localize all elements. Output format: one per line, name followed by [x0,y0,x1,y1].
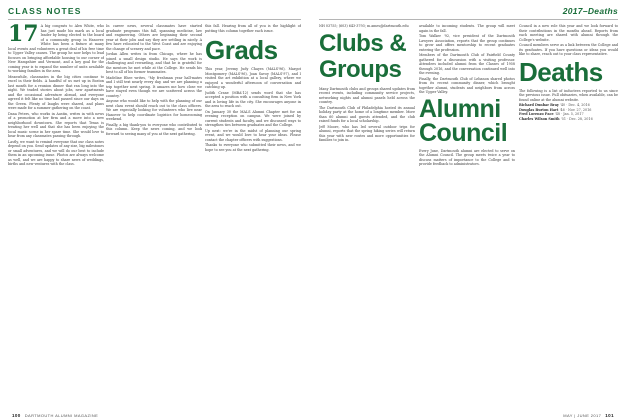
paragraph: Lastly, we want to remind everyone that our class notes depend on you. Send updates of any size, big milestones or small adventures, and we will do our best to include them in an upcoming issue. Photos are always welcome as well, and we are happy to share news of weddings, births and new ventures with the class. [8,139,104,166]
paragraph: Anyone who would like to help with the planning of our next class event should reach out to the class officers. We are especially looking for volunteers who live near Hanover to help coordinate logistics for homecoming weekend. [106,99,202,121]
section-heading-deaths: Deaths [519,56,603,87]
class-year-dropcap: 17 [8,24,39,47]
obituary-year: '48 · Jan. 5, 2017 [554,112,584,116]
paragraph: The Dartmouth Club of Philadelphia hosted its annual holiday party at the home of a longtime member. More than 60 alumni and guests attended, and the club raised funds for a local scholarship. [319,105,415,123]
section-title-class-years: 2017–Deaths [562,6,618,16]
paragraph: Every June, Dartmouth alumni are elected to serve on the Alumni Council. The group meets twice a year to discuss matters of importance to the College and to provide feedback to administrators. [419,148,515,166]
column-3 [205,24,301,406]
obituary-name: Douglas Burton Hart [519,107,559,112]
page-number-right: 101 [605,412,614,418]
paragraph: Council in a new role this year and we look forward to their contributions in the months ahead. Reports from each meeting are shared with alumni through the College's website. [519,24,618,42]
paragraph: Madeline Rhee writes, "My freshman year hall-mates and I still text nearly every day, and we are planning a trip together next spring. It amazes me how close we have stayed even though we are scattered across the country." [106,75,202,98]
obituary-year: '46 · Nov. 27, 2016 [559,107,592,112]
footer-right [470,410,618,420]
paragraph: The following is a list of inductees reported to us since the previous issue. Full obituaries, when available, can be found online at the alumni website. [519,88,618,102]
paragraph: Jeff Moore, who has led several outdoor trips for alumni, reports that the spring hiking series will return this year with new routes and more opportunities for families to join in. [319,124,415,142]
section-header-left [8,0,301,20]
paragraph: Jordan Allen writes in from Chicago, where he has joined a small design studio. He says the work is challenging and rewarding, and that he is grateful for the mentors he met while at the College. He sends his best to all of his former teammates. [106,52,202,74]
paragraph: Finally, the Dartmouth Club of Lebanon shared photos from its recent community dinner, which brought together alumni, students and neighbors from across the Upper Valley. [419,76,515,94]
section-header-right [319,0,618,20]
paragraph: available to incoming students. The group will meet again in the fall. [419,24,515,33]
section-heading-grads: Grads [205,35,278,65]
footer-left [8,410,98,420]
column-2 [106,24,202,406]
paragraph: A big congrats to Alex White, who has just made his mark as a local leader by being elected to the board of a community group in Hanover. White has been a fixture at many local events and volunteers a great deal of his free time to Upper Valley causes. The group he now helps to lead focuses on bringing affordable housing to our corner of New Hampshire and Vermont, and a key goal for the coming year is to expand the number of units available to working families in the area. [8,24,104,73]
paragraph: this fall. Hearing from all of you is the highlight of putting this column together each issue. [205,24,301,33]
paragraph: Members of the Dartmouth Club of Fairfield County gathered for a discussion with a visiting professor. Attendees included alumni from the Classes of 1958 through 2016, and the conversation continued well into the evening. [419,53,515,75]
contact-line: NH 03755; (603) 643-3793; m.ames@dartmouth.edu [319,24,409,28]
obituary-year: '40 · Dec. 4, 2016 [560,103,590,107]
obituary-entry[interactable] [519,117,618,122]
class-note-2017 [8,24,104,74]
section-heading-alumni-council: Alumni Council [419,94,508,147]
paragraph: Many Dartmouth clubs and groups shared updates from recent events, including community service projects, networking nights and alumni panels held across the country. [319,86,415,104]
obituary-name: Charles Wilson Smith [519,116,560,121]
issue-date: MAY | JUNE 2017 [563,412,602,418]
paragraph: Council members serve as a link between the College and its graduates. If you have questions or ideas you would like to share, reach out to your class representative. [519,43,618,56]
obituary-year: '51 · Dec. 28, 2016 [560,116,593,121]
paragraph: On January 30 the MALS Alumni Chapter met for an evening reception on campus. We were joined by current students and faculty, and we discussed ways to strengthen ties between graduates and the College. [205,109,301,127]
publication-name: DARTMOUTH ALUMNI MAGAZINE [24,412,99,418]
paragraph: Judith Crane (MBA'12) sends word that she has accepted a position with a consulting firm in New York and is loving life in the city. She encourages anyone in the area to reach out. [205,90,301,108]
obituary-list [519,103,618,121]
paragraph: Dana Peters, who works in Austin, writes in with news of a promotion at her firm and a move into a new neighborhood downtown. She reports that Texas is treating her well and that she has been enjoying the local music scene in her spare time. She would love to hear from any classmates passing through. [8,111,104,138]
section-heading-clubs-groups: Clubs & Groups [319,29,407,83]
column-1 [8,24,104,406]
paragraph: In career news, several classmates have started graduate programs this fall, spanning medicine, law and engineering. Others are beginning their second year at their jobs and say they are settling in nicely. A few have relocated to the West Coast and are enjoying the change of scenery and pace. [106,24,202,51]
paragraph: Meanwhile, classmates in the big cities continue to excel in their fields. A handful of us met up in Boston last month for a reunion dinner that ran long into the night. We traded stories about jobs, new apartments and the occasional adventure abroad, and everyone agreed it felt like no time had passed since our days on the Green. Plenty of laughs were shared, and plans were made for a summer gathering on the coast. [8,74,104,110]
obituary-name: Richard Dunbar Bray [519,103,559,107]
paragraph: Tom Walker '92, vice president of the Dartmouth Lawyers Association, reports that the group continues to grow and offers mentorship to recent graduates entering the profession. [419,34,515,52]
paragraph: Finally, a big thank-you to everyone who contributed to this column. Keep the news coming, and we look forward to seeing many of you at the next gathering. [106,122,202,136]
paragraph: Up next: we're in the midst of planning our spring event, and we would love to hear your ideas. Please contact the chapter officers with suggestions. [205,128,301,142]
column-5 [419,24,515,406]
column-6 [519,24,618,406]
obituary-name: Fred Lorenzo Pace [519,112,554,116]
paragraph: Thanks to everyone who submitted their news, and we hope to see you at the next gathering. [205,143,301,152]
paragraph: This year, Jeremy Judy Chayes (MALS'96), Margot Montgomery (MALS'96), Joan Savoy (MALS'97), and I visited the art exhibition at a local gallery, where we enjoyed a wonderful afternoon of conversation and catching up. [205,67,301,89]
page-number-left: 100 [12,412,21,418]
column-4 [319,24,415,406]
section-title-class-notes: CLASS NOTES [8,6,82,16]
